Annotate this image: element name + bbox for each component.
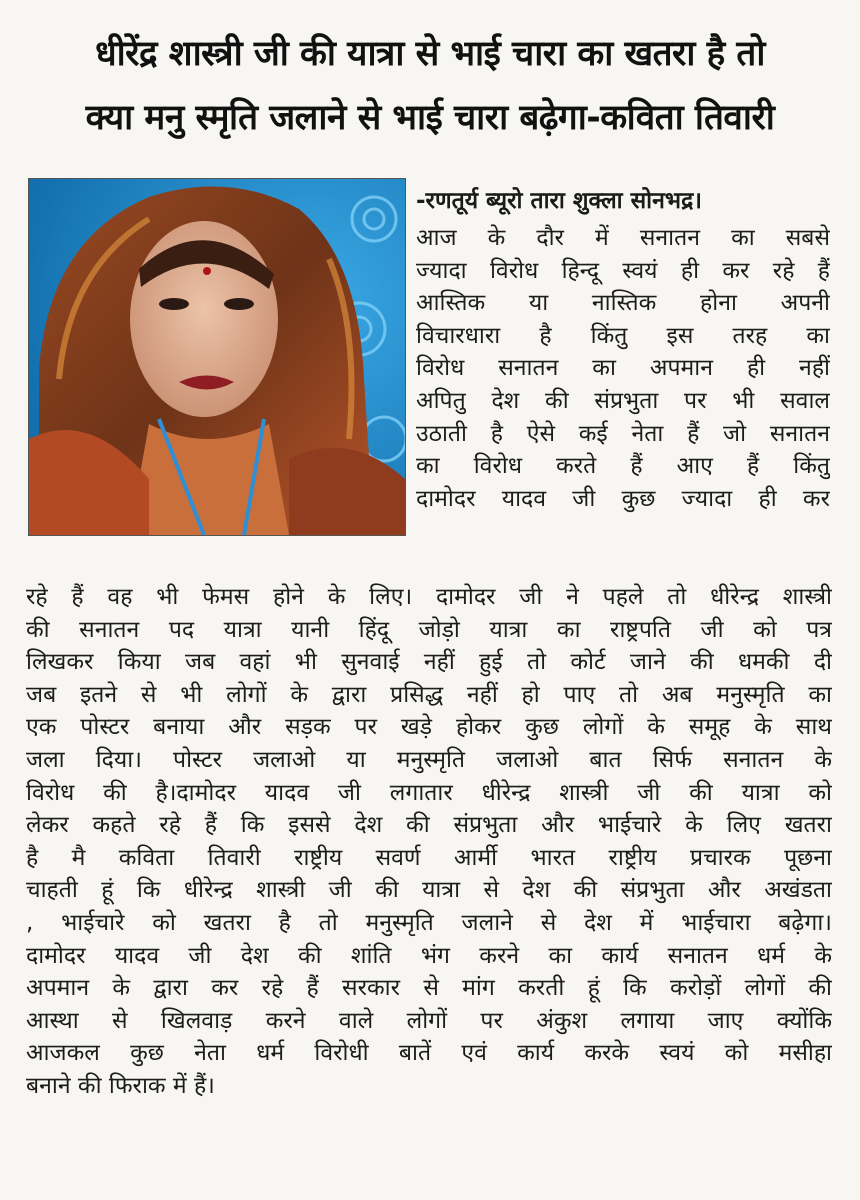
article-body-full-width — [26, 581, 832, 1103]
headline-line-1: धीरेंद्र शास्त्री जी की यात्रा से भाई चारा का खतरा है तो — [95, 34, 765, 74]
body-line: दामोदर यादव जी देश की शांति भंग करने का कार्य सनातन धर्म के — [26, 942, 832, 969]
body-line: आस्तिक या नास्तिक होना अपनी — [416, 290, 830, 317]
article-photo — [28, 178, 406, 536]
body-line: चाहती हूं कि धीरेन्द्र शास्त्री जी की यात्रा से देश की संप्रभुता और अखंडता — [26, 877, 832, 904]
body-line: लेकर कहते रहे हैं कि इससे देश की संप्रभुता और भाईचारे के लिए खतरा — [26, 812, 832, 839]
body-line: अपमान के द्वारा कर रहे हैं सरकार से मांग करती हूं कि करोड़ों लोगों की — [26, 975, 832, 1002]
article-byline: -रणतूर्य ब्यूरो तारा शुक्ला सोनभद्र। — [416, 188, 702, 214]
body-line: उठाती है ऐसे कई नेता हैं जो सनातन — [416, 420, 830, 447]
body-line: रहे हैं वह भी फेमस होने के लिए। दामोदर जी ने पहले तो धीरेन्द्र शास्त्री — [26, 584, 832, 610]
body-line: आजकल कुछ नेता धर्म विरोधी बातें एवं कार्य करके स्वयं को मसीहा — [26, 1040, 832, 1067]
body-line: विरोध सनातन का अपमान ही नहीं — [416, 355, 830, 382]
headline-line-2: क्या मनु स्मृति जलाने से भाई चारा बढ़ेगा-कविता तिवारी — [85, 98, 775, 138]
body-line: है मै कविता तिवारी राष्ट्रीय सवर्ण आर्मी भारत राष्ट्रीय प्रचारक पूछना — [26, 844, 832, 871]
article-headline — [18, 22, 842, 150]
body-line: का विरोध करते हैं आए हैं किंतु — [416, 453, 830, 480]
body-line-last: बनाने की फिराक में हैं। — [26, 1072, 215, 1099]
article-body-right-column — [416, 222, 830, 515]
body-line: जब इतने से भी लोगों के द्वारा प्रसिद्ध नहीं हो पाए तो अब मनुस्मृति का — [26, 681, 832, 708]
body-line: विचारधारा है किंतु इस तरह का — [416, 322, 830, 349]
body-line: , भाईचारे को खतरा है तो मनुस्मृति जलाने से देश में भाईचारा बढ़ेगा। — [26, 909, 832, 936]
body-line: की सनातन पद यात्रा यानी हिंदू जोड़ो यात्रा का राष्ट्रपति जी को पत्र — [26, 616, 832, 643]
body-line: लिखकर किया जब वहां भी सुनवाई नहीं हुई तो कोर्ट जाने की धमकी दी — [26, 649, 832, 676]
body-line: आस्था से खिलवाड़ करने वाले लोगों पर अंकुश लगाया जाए क्योंकि — [26, 1007, 832, 1034]
body-line: अपितु देश की संप्रभुता पर भी सवाल — [416, 387, 830, 414]
body-line: ज्यादा विरोध हिन्दू स्वयं ही कर रहे हैं — [416, 257, 830, 284]
portrait-image — [29, 179, 405, 535]
body-line: एक पोस्टर बनाया और सड़क पर खड़े होकर कुछ लोगों के समूह के साथ — [26, 714, 832, 741]
body-line: दामोदर यादव जी कुछ ज्यादा ही कर — [416, 485, 830, 512]
body-line: जला दिया। पोस्टर जलाओ या मनुस्मृति जलाओ बात सिर्फ सनातन के — [26, 746, 832, 773]
body-line: आज के दौर में सनातन का सबसे — [416, 225, 830, 251]
body-line: विरोध की है।दामोदर यादव जी लगातार धीरेन्द्र शास्त्री जी की यात्रा को — [26, 779, 832, 806]
